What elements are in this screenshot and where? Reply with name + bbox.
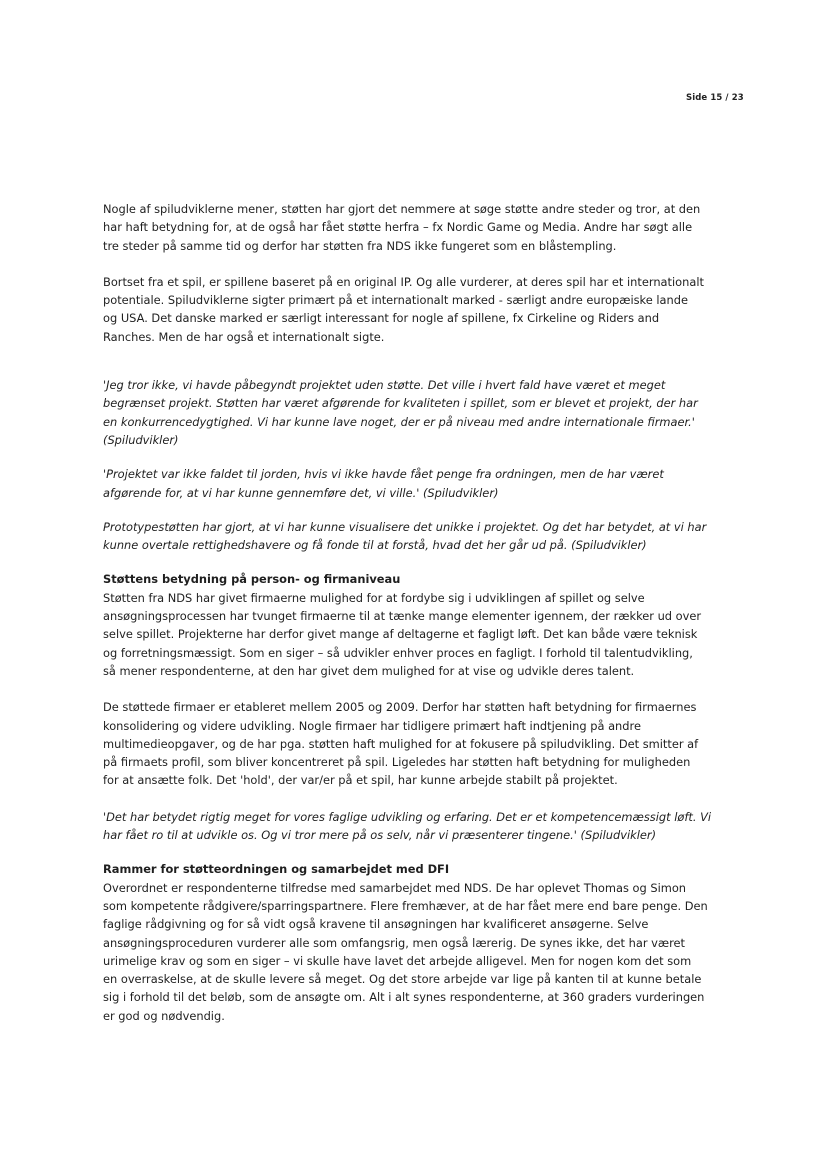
text-line: 'Jeg tror ikke, vi havde påbegyndt projektet uden støtte. Det ville i hvert fald have været et meget — [103, 378, 666, 393]
text-line: ansøgningsprocessen har tvunget firmaerne til at tænke mange elementer igennem, der rækker ud over — [103, 609, 702, 624]
text-line: og forretningsmæssigt. Som en siger – så udvikler enhver proces en fagligt. I forhold til talentudvikling, — [103, 645, 693, 660]
quote-developer-3 — [103, 518, 743, 555]
text-line: Nogle af spiludviklerne mener, støtten har gjort det nemmere at søge støtte andre steder og tror, at den — [103, 202, 701, 216]
page-number: Side 15 / 23 — [686, 93, 744, 103]
text-line: afgørende for, at vi har kunne gennemføre det, vi ville.' (Spiludvikler) — [103, 485, 499, 500]
paragraph-collaboration — [103, 879, 743, 1025]
text-line: Bortset fra et spil, er spillene baseret på en original IP. Og alle vurderer, at deres spil har et internationalt — [103, 274, 704, 289]
quote-developer-1 — [103, 376, 743, 449]
text-line: multimedieopgaver, og de har pga. støtten haft mulighed for at fokusere på spiludvikling. Det smitter af — [103, 736, 699, 751]
text-line: Prototypestøtten har gjort, at vi har kunne visualisere det unikke i projektet. Og det har betydet, at vi har — [103, 519, 707, 534]
text-line: har haft betydning for, at de også har fået støtte herfra – fx Nordic Game og Media. Andre har søgt alle — [103, 220, 693, 235]
text-line: som kompetente rådgivere/sparringspartnere. Flere fremhæver, at de har fået mere end bare penge. Den — [103, 898, 708, 913]
text-line: kunne overtale rettighedshavere og få fonde til at forstå, hvad det her går ud på. (Spiludvikler) — [103, 538, 647, 553]
quote-developer-2 — [103, 465, 743, 502]
text-line: sig i forhold til det beløb, som de ansøgte om. Alt i alt synes respondenterne, at 360 graders vurderingen — [103, 990, 705, 1005]
paragraph-support-elsewhere — [103, 200, 743, 255]
document-body — [103, 200, 743, 1025]
text-line: en konkurrencedygtighed. Vi har kunne lave noget, der er på niveau med andre internationale firmaer.' — [103, 414, 695, 429]
text-line: har fået ro til at udvikle os. Og vi tror mere på os selv, når vi præsenterer tingene.' (Spiludvikler) — [103, 828, 657, 843]
paragraph-firm-consolidation — [103, 698, 743, 789]
text-line: ansøgningsproceduren vurderer alle som omfangsrig, men også lærerig. De synes ikke, det har været — [103, 935, 685, 950]
text-line: en overraskelse, at de skulle levere så meget. Og det store arbejde var lige på kanten til at kunne betale — [103, 972, 702, 987]
text-line: og USA. Det danske marked er særligt interessant for nogle af spillene, fx Cirkeline og Riders and — [103, 311, 660, 326]
text-line: begrænset projekt. Støtten har været afgørende for kvaliteten i spillet, som er blevet et projekt, der har — [103, 396, 698, 411]
text-line: selve spillet. Projekterne har derfor givet mange af deltagerne et fagligt løft. Det kan både være teknisk — [103, 627, 698, 642]
paragraph-original-ip — [103, 273, 743, 346]
text-line: Overordnet er respondenterne tilfredse med samarbejdet med NDS. De har oplevet Thomas og Simon — [103, 880, 687, 895]
text-line: så mener respondenterne, at den har givet dem mulighed for at vise og udvikle deres talent. — [103, 663, 635, 678]
text-line: 'Projektet var ikke faldet til jorden, hvis vi ikke havde fået penge fra ordningen, men de har været — [103, 467, 664, 482]
text-line: 'Det har betydet rigtig meget for vores faglige udvikling og erfaring. Det er et kompetencemæssigt løft. Vi — [103, 809, 712, 824]
text-line: potentiale. Spiludviklerne sigter primært på et internationalt marked - særligt andre europæiske lande — [103, 293, 688, 308]
quote-developer-4 — [103, 808, 743, 845]
text-line: for at ansætte folk. Det 'hold', der var/er på et spil, har kunne arbejde stabilt på projektet. — [103, 773, 618, 788]
paragraph-professional-lift — [103, 589, 743, 680]
text-line: Ranches. Men de har også et internationalt sigte. — [103, 329, 385, 344]
text-line: er god og nødvendig. — [103, 1008, 225, 1023]
text-line: på firmaets profil, som bliver koncentreret på spil. Ligeledes har støtten haft betydning for muligheden — [103, 755, 691, 770]
text-line: faglige rådgivning og for så vidt også kravene til ansøgningen har kvalificeret ansøgerne. Selve — [103, 917, 649, 932]
text-line: Støtten fra NDS har givet firmaerne mulighed for at fordybe sig i udviklingen af spillet og selve — [103, 590, 645, 605]
text-line: tre steder på samme tid og derfor har støtten fra NDS ikke fungeret som en blåstempling. — [103, 238, 617, 253]
text-line: De støttede firmaer er etableret mellem 2005 og 2009. Derfor har støtten haft betydning for firmaernes — [103, 700, 697, 715]
text-line: konsolidering og videre udvikling. Nogle firmaer har tidligere primært haft indtjening på andre — [103, 718, 641, 733]
text-line: (Spiludvikler) — [103, 432, 179, 447]
section-heading-framework-dfi: Rammer for støtteordningen og samarbejdet med DFI — [103, 862, 450, 877]
section-heading-person-firm: Støttens betydning på person- og firmaniveau — [103, 572, 401, 587]
text-line: urimelige krav og som en siger – vi skulle have lavet det arbejde alligevel. Men for nogen kom det som — [103, 953, 692, 968]
